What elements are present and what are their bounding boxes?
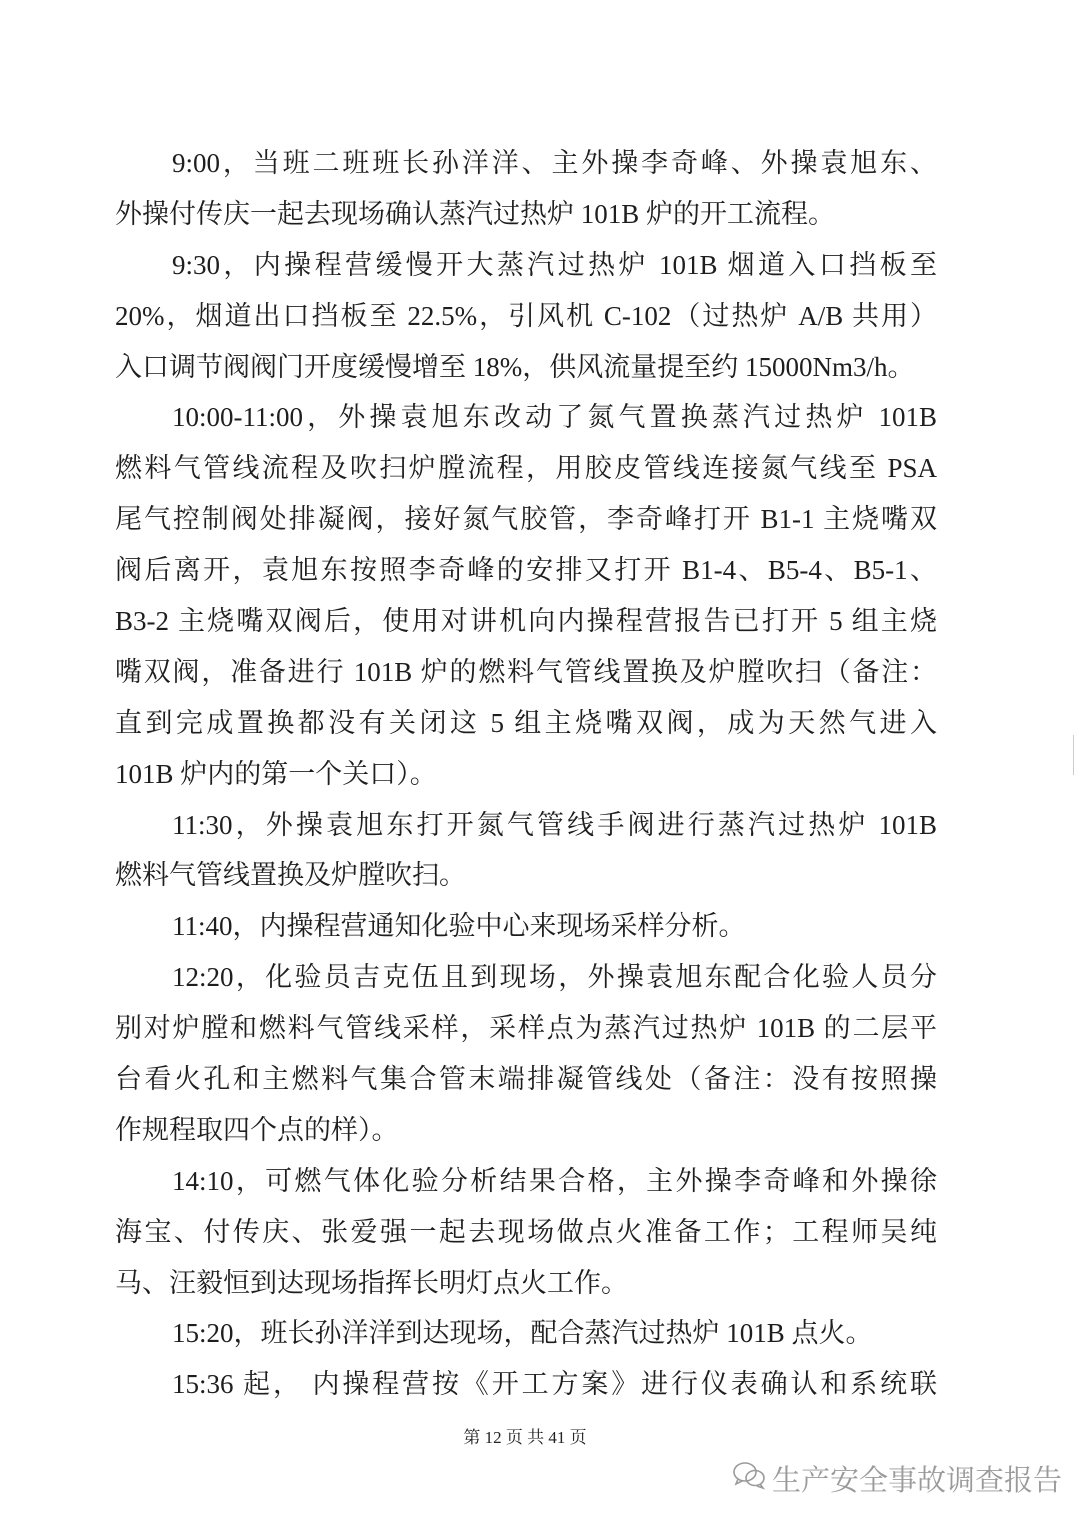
paragraph <box>115 800 937 902</box>
paragraph <box>115 1359 937 1410</box>
text-line: 11:40，内操程营通知化验中心来现场采样分析。 <box>172 911 746 942</box>
text-line: 15:36 起， 内操程营按《开工方案》进行仪表确认和系统联 <box>172 1369 937 1400</box>
text-line: 燃料气管线流程及吹扫炉膛流程，用胶皮管线连接氮气线至 PSA <box>115 453 937 484</box>
paragraph <box>115 1308 937 1359</box>
text-line: 11:30，外操袁旭东打开氮气管线手阀进行蒸汽过热炉 101B <box>172 809 937 840</box>
text-line: 14:10，可燃气体化验分析结果合格，主外操李奇峰和外操徐 <box>172 1165 937 1196</box>
text-line: B3-2 主烧嘴双阀后，使用对讲机向内操程营报告已打开 5 组主烧 <box>115 606 937 637</box>
document-body <box>115 138 937 1410</box>
text-line: 别对炉膛和燃料气管线采样，采样点为蒸汽过热炉 101B 的二层平 <box>115 1013 937 1044</box>
text-line: 嘴双阀，准备进行 101B 炉的燃料气管线置换及炉膛吹扫（备注： <box>115 656 937 687</box>
text-line: 101B 炉内的第一个关口）。 <box>115 758 437 789</box>
wechat-icon <box>732 1460 766 1497</box>
text-line: 15:20，班长孙洋洋到达现场，配合蒸汽过热炉 101B 点火。 <box>172 1318 873 1349</box>
text-line: 9:30，内操程营缓慢开大蒸汽过热炉 101B 烟道入口挡板至 <box>172 249 937 280</box>
scan-edge-mark <box>1073 735 1074 775</box>
text-line: 尾气控制阀处排凝阀，接好氮气胶管，李奇峰打开 B1-1 主烧嘴双 <box>115 504 937 535</box>
text-line: 马、汪毅恒到达现场指挥长明灯点火工作。 <box>115 1267 628 1298</box>
watermark-text: 生产安全事故调查报告 <box>772 1463 1063 1497</box>
text-line: 10:00-11:00，外操袁旭东改动了氮气置换蒸汽过热炉 101B <box>172 402 937 433</box>
paragraph <box>115 901 937 952</box>
text-line: 9:00，当班二班班长孙洋洋、主外操李奇峰、外操袁旭东、 <box>172 148 937 178</box>
text-line: 外操付传庆一起去现场确认蒸汽过热炉 101B 炉的开工流程。 <box>115 198 836 229</box>
text-line: 作规程取四个点的样）。 <box>115 1114 399 1145</box>
text-line: 燃料气管线置换及炉膛吹扫。 <box>115 860 466 891</box>
page-number: 第 12 页 共 41 页 <box>463 1428 587 1447</box>
paragraph <box>115 392 937 799</box>
text-line: 阀后离开，袁旭东按照李奇峰的安排又打开 B1-4、B5-4、B5-1、 <box>115 555 937 586</box>
paragraph <box>115 138 937 240</box>
paragraph <box>115 1156 937 1309</box>
text-line: 入口调节阀阀门开度缓慢增至 18%，供风流量提至约 15000Nm3/h。 <box>115 351 915 382</box>
text-line: 海宝、付传庆、张爱强一起去现场做点火准备工作；工程师吴纯 <box>115 1216 937 1247</box>
text-line: 20%，烟道出口挡板至 22.5%，引风机 C-102（过热炉 A/B 共用） <box>115 300 937 331</box>
text-line: 直到完成置换都没有关闭这 5 组主烧嘴双阀，成为天然气进入 <box>115 707 937 738</box>
paragraph <box>115 952 937 1156</box>
watermark <box>732 1458 1062 1499</box>
text-line: 台看火孔和主燃料气集合管末端排凝管线处（备注：没有按照操 <box>115 1064 937 1095</box>
text-line: 12:20，化验员吉克伍且到现场，外操袁旭东配合化验人员分 <box>172 962 937 993</box>
paragraph <box>115 240 937 393</box>
